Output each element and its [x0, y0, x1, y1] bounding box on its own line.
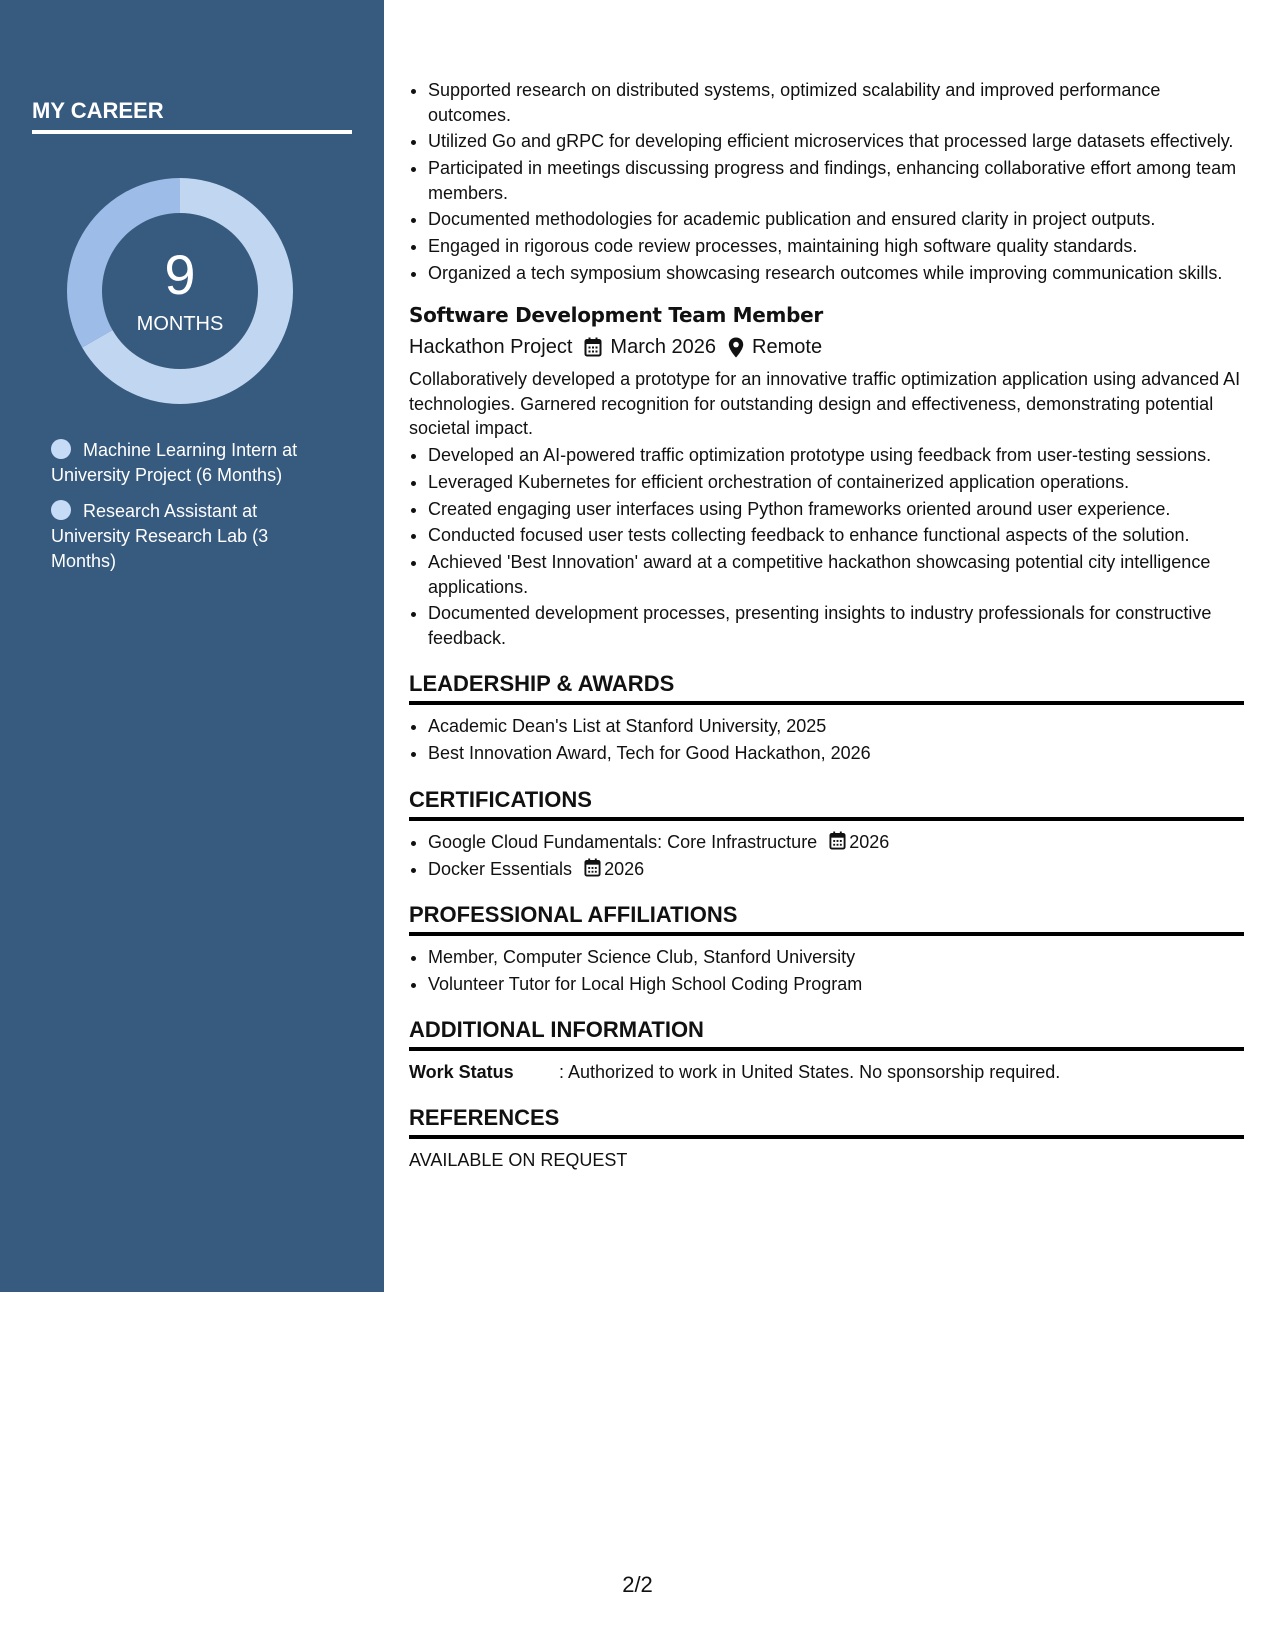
awards-list: [409, 714, 1244, 765]
bullet-item: • Documented development processes, presenting insights to industry professionals for constructive feedback.: [428, 601, 1244, 650]
main-content: [409, 78, 1244, 1172]
bullet-item: • Organized a tech symposium showcasing research outcomes while improving communication skills.: [428, 261, 1244, 286]
career-item-text: Machine Learning Intern at University Project (6 Months): [51, 440, 298, 485]
certifications-heading: CERTIFICATIONS: [409, 786, 1244, 821]
bullet-item: • Conducted focused user tests collecting feedback to enhance functional aspects of the solution.: [428, 523, 1244, 548]
career-item: [51, 499, 326, 574]
donut-unit: MONTHS: [136, 313, 224, 335]
bullet-item: • Documented methodologies for academic publication and ensured clarity in project outputs.: [428, 207, 1244, 232]
bullet-item: • Created engaging user interfaces using Python frameworks oriented around user experience.: [428, 497, 1244, 522]
references-text: AVAILABLE ON REQUEST: [409, 1150, 628, 1171]
job-location: Remote: [752, 336, 823, 359]
awards-heading: LEADERSHIP & AWARDS: [409, 670, 1244, 705]
additional-info-heading: ADDITIONAL INFORMATION: [409, 1016, 1244, 1051]
certification-item: [428, 830, 1244, 855]
bullet-item: • Achieved 'Best Innovation' award at a competitive hackathon showcasing potential city intelligence applications.: [428, 550, 1244, 599]
bullet-item: • Leveraged Kubernetes for efficient orchestration of containerized application operations.: [428, 470, 1244, 495]
certifications-list: [409, 830, 1244, 881]
job-description: Collaboratively developed a prototype for an innovative traffic optimization application using advanced AI technologies. Garnered recognition for outstanding design and effectiveness, demonstrating potential societal impact.: [409, 369, 1241, 439]
page-number: 2/2: [622, 1572, 653, 1597]
affiliations-heading: PROFESSIONAL AFFILIATIONS: [409, 901, 1244, 936]
sidebar: [0, 0, 384, 1292]
job-bullets: [409, 443, 1244, 650]
circle-dot-icon: [51, 439, 71, 459]
certification-year: 2026: [849, 831, 890, 852]
award-item: • Academic Dean's List at Stanford University, 2025: [428, 714, 1244, 739]
career-list: [51, 438, 326, 585]
certification-year: 2026: [604, 858, 645, 879]
certification-name: Docker Essentials: [428, 858, 573, 879]
certification-item: [428, 857, 1244, 882]
certification-name: Google Cloud Fundamentals: Core Infrastructure: [428, 831, 818, 852]
bullet-item: • Developed an AI-powered traffic optimization prototype using feedback from user-testing sessions.: [428, 443, 1244, 468]
calendar-icon: [584, 858, 601, 877]
affiliation-item: • Volunteer Tutor for Local High School Coding Program: [428, 972, 1244, 997]
references-heading: REFERENCES: [409, 1104, 1244, 1139]
bullet-item: • Participated in meetings discussing progress and findings, enhancing collaborative effort among team members.: [428, 156, 1244, 205]
career-item: [51, 438, 326, 488]
career-title: MY CAREER: [32, 98, 164, 123]
affiliations-list: [409, 945, 1244, 996]
affiliation-item: • Member, Computer Science Club, Stanford University: [428, 945, 1244, 970]
award-item: • Best Innovation Award, Tech for Good Hackathon, 2026: [428, 741, 1244, 766]
work-status-value: : Authorized to work in United States. No sponsorship required.: [559, 1062, 1061, 1083]
career-item-text: Research Assistant at University Research Lab (3 Months): [51, 501, 269, 571]
job-meta: [409, 334, 1244, 360]
bullet-item: • Supported research on distributed systems, optimized scalability and improved performance outcomes.: [428, 78, 1244, 127]
bullet-item: • Utilized Go and gRPC for developing efficient microservices that processed large datasets effectively.: [428, 129, 1244, 154]
calendar-icon: [829, 831, 846, 850]
circle-dot-icon: [51, 500, 71, 520]
map-pin-icon: [728, 337, 744, 358]
previous-job-bullets: [409, 78, 1244, 285]
donut-number: 9: [164, 243, 196, 306]
job-company: Hackathon Project: [409, 336, 573, 359]
calendar-icon: [584, 337, 602, 357]
job-date: March 2026: [610, 336, 717, 359]
work-status-row: [409, 1060, 1244, 1084]
bullet-item: • Engaged in rigorous code review processes, maintaining high software quality standards.: [428, 234, 1244, 259]
career-title-rule: [32, 130, 352, 134]
job-title: Software Development Team Member: [409, 303, 823, 328]
work-status-label: Work Status: [409, 1062, 514, 1083]
